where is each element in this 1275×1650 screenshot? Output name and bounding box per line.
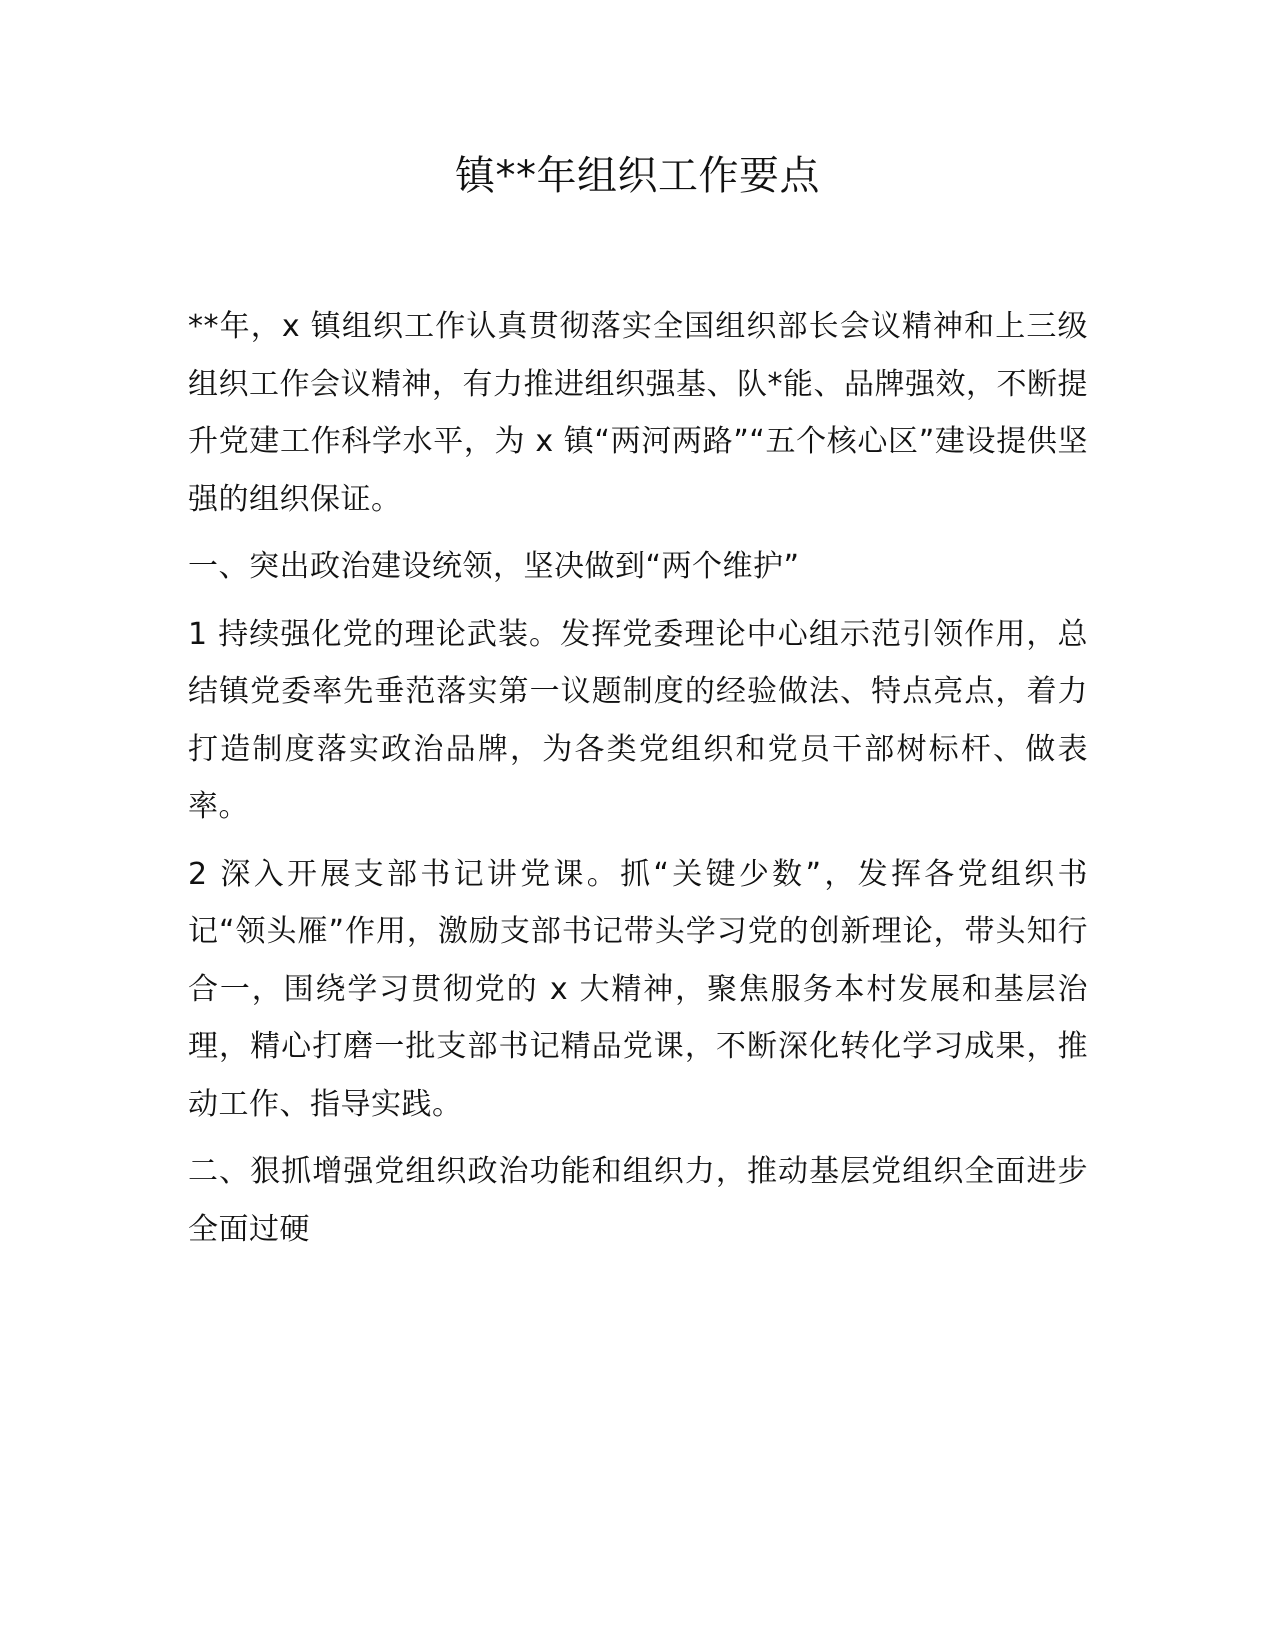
document-body: [188, 298, 1088, 1268]
item-paragraph-2: 2 深入开展支部书记讲党课。抓“关键少数”，发挥各党组织书记“领头雁”作用，激励支部书记带头学习党的创新理论，带头知行合一，围绕学习贯彻党的 x 大精神，聚焦服务本村发展和基层治理，精心打磨一批支部书记精品党课，不断深化转化学习成果，推动工作、指导实践。: [188, 856, 1088, 1122]
section-heading-2: 二、狠抓增强党组织政治功能和组织力，推动基层党组织全面进步全面过硬: [188, 1154, 1088, 1247]
intro-paragraph: **年，x 镇组织工作认真贯彻落实全国组织部长会议精神和上三级组织工作会议精神，有力推进组织强基、队*能、品牌强效，不断提升党建工作科学水平，为 x 镇“两河两路”“五个核心区”建设提供坚强的组织保证。: [188, 309, 1088, 517]
document-title: 镇**年组织工作要点: [455, 153, 820, 199]
item-paragraph-1: 1 持续强化党的理论武装。发挥党委理论中心组示范引领作用，总结镇党委率先垂范落实第一议题制度的经验做法、特点亮点，着力打造制度落实政治品牌，为各类党组织和党员干部树标杆、做表率。: [188, 616, 1088, 824]
section-heading-1: 一、突出政治建设统领，坚决做到“两个维护”: [188, 549, 800, 584]
